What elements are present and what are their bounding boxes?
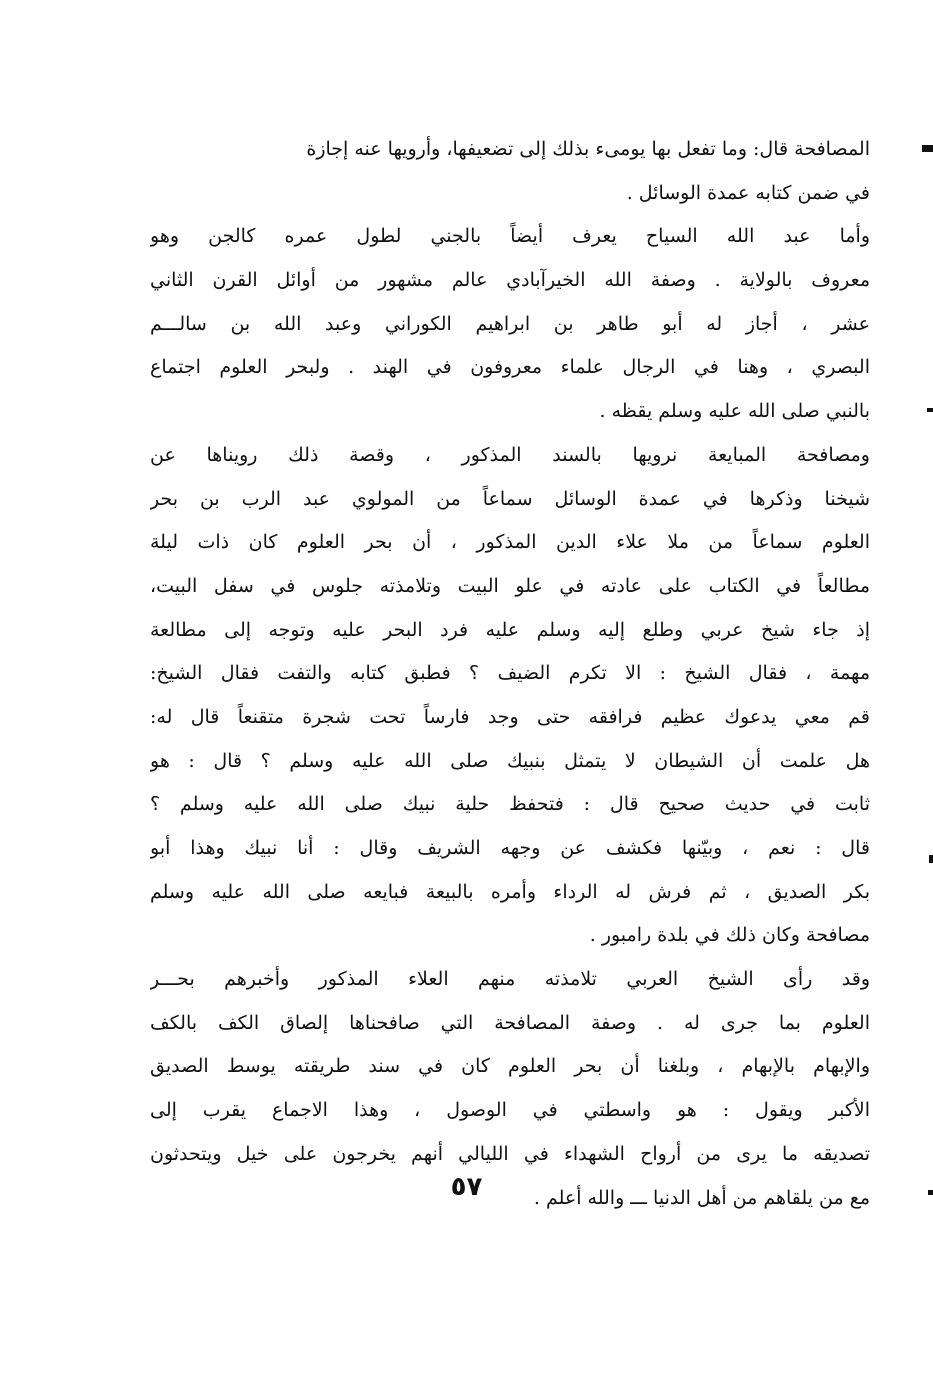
text-line: في ضمن كتابه عمدة الوسائل . bbox=[626, 181, 870, 204]
scan-edge-mark bbox=[927, 408, 933, 412]
text-line: المصافحة قال: وما تفعل بها يومىء بذلك إلى تضعيفها، وأرويها عنه إجازة bbox=[306, 138, 870, 160]
body-text bbox=[150, 128, 870, 1220]
text-line: قم معي يدعوك عظيم فرافقه حتى وجد فارساً تحت شجرة متقنعاً قال له: bbox=[150, 705, 870, 728]
text-line: وأما عبد الله السياح يعرف أيضاً بالجني لطول عمره كالجن وهو bbox=[150, 225, 870, 248]
text-line: بكر الصديق ، ثم فرش له الرداء وأمره بالبيعة فبايعه صلى الله عليه وسلم bbox=[150, 880, 870, 903]
scan-edge-mark bbox=[928, 1190, 933, 1195]
text-line: مطالعاً في الكتاب على عادته في علو البيت وتلامذته جلوس في سفل البيت، bbox=[150, 574, 870, 597]
text-line: قال : نعم ، وبيّنها فكشف عن وجهه الشريف وقال : أنا نبيك وهذا أبو bbox=[150, 837, 870, 859]
text-line: مهمة ، فقال الشيخ : الا تكرم الضيف ؟ فطبق كتابه والتفت فقال الشيخ: bbox=[150, 662, 870, 685]
scan-edge-mark bbox=[929, 855, 933, 863]
page-number: ٥٧ bbox=[450, 1172, 483, 1202]
text-line: هل علمت أن الشيطان لا يتمثل بنبيك صلى الله عليه وسلم ؟ قال : هو bbox=[150, 749, 870, 772]
text-line: بالنبي صلى الله عليه وسلم يقظه . bbox=[599, 400, 870, 423]
text-line: والإبهام بالإبهام ، وبلغنا أن بحر العلوم كان في سند طريقته يوسط الصديق bbox=[150, 1055, 870, 1078]
text-line: إذ جاء شيخ عربي وطلع إليه وسلم عليه فرد البحر عليه وتوجه إلى مطالعة bbox=[150, 618, 870, 641]
text-line: مع من يلقاهم من أهل الدنيا ـــ والله أعلم . bbox=[533, 1186, 870, 1209]
text-line: وقد رأى الشيخ العربي تلامذته منهم العلاء المذكور وأخبرهم بحـــر bbox=[150, 968, 870, 991]
text-line: معروف بالولاية . وصفة الله الخيرآبادي عالم مشهور من أوائل القرن الثاني bbox=[150, 269, 870, 292]
text-line: الأكبر ويقول : هو واسطتي في الوصول ، وهذا الاجماع يقرب إلى bbox=[150, 1099, 870, 1122]
text-line: العلوم بما جرى له . وصفة المصافحة التي صافحناها إلصاق الكف بالكف bbox=[150, 1011, 870, 1034]
text-line: العلوم سماعاً من ملا علاء الدين المذكور ، أن بحر العلوم كان ذات ليلة bbox=[150, 531, 870, 554]
text-line: ثابت في حديث صحيح قال : فتحفظ حلية نبيك صلى الله عليه وسلم ؟ bbox=[150, 793, 870, 816]
text-line: تصديقه ما يرى من أرواح الشهداء في الليالي أنهم يخرجون على خيل ويتحدثون bbox=[150, 1142, 870, 1165]
text-line: عشر ، أجاز له أبو طاهر بن ابراهيم الكوراني وعبد الله بن سالـــم bbox=[150, 312, 870, 335]
text-line: شيخنا وذكرها في عمدة الوسائل سماعاً من المولوي عبد الرب بن بحر bbox=[150, 487, 870, 510]
text-line: البصري ، وهنا في الرجال علماء معروفون في الهند . ولبحر العلوم اجتماع bbox=[150, 356, 870, 379]
scan-edge-mark bbox=[922, 145, 933, 152]
text-line: ومصافحة المبايعة نرويها بالسند المذكور ، وقصة ذلك رويناها عن bbox=[150, 443, 870, 466]
text-line: مصافحة وكان ذلك في بلدة رامبور . bbox=[589, 924, 870, 947]
